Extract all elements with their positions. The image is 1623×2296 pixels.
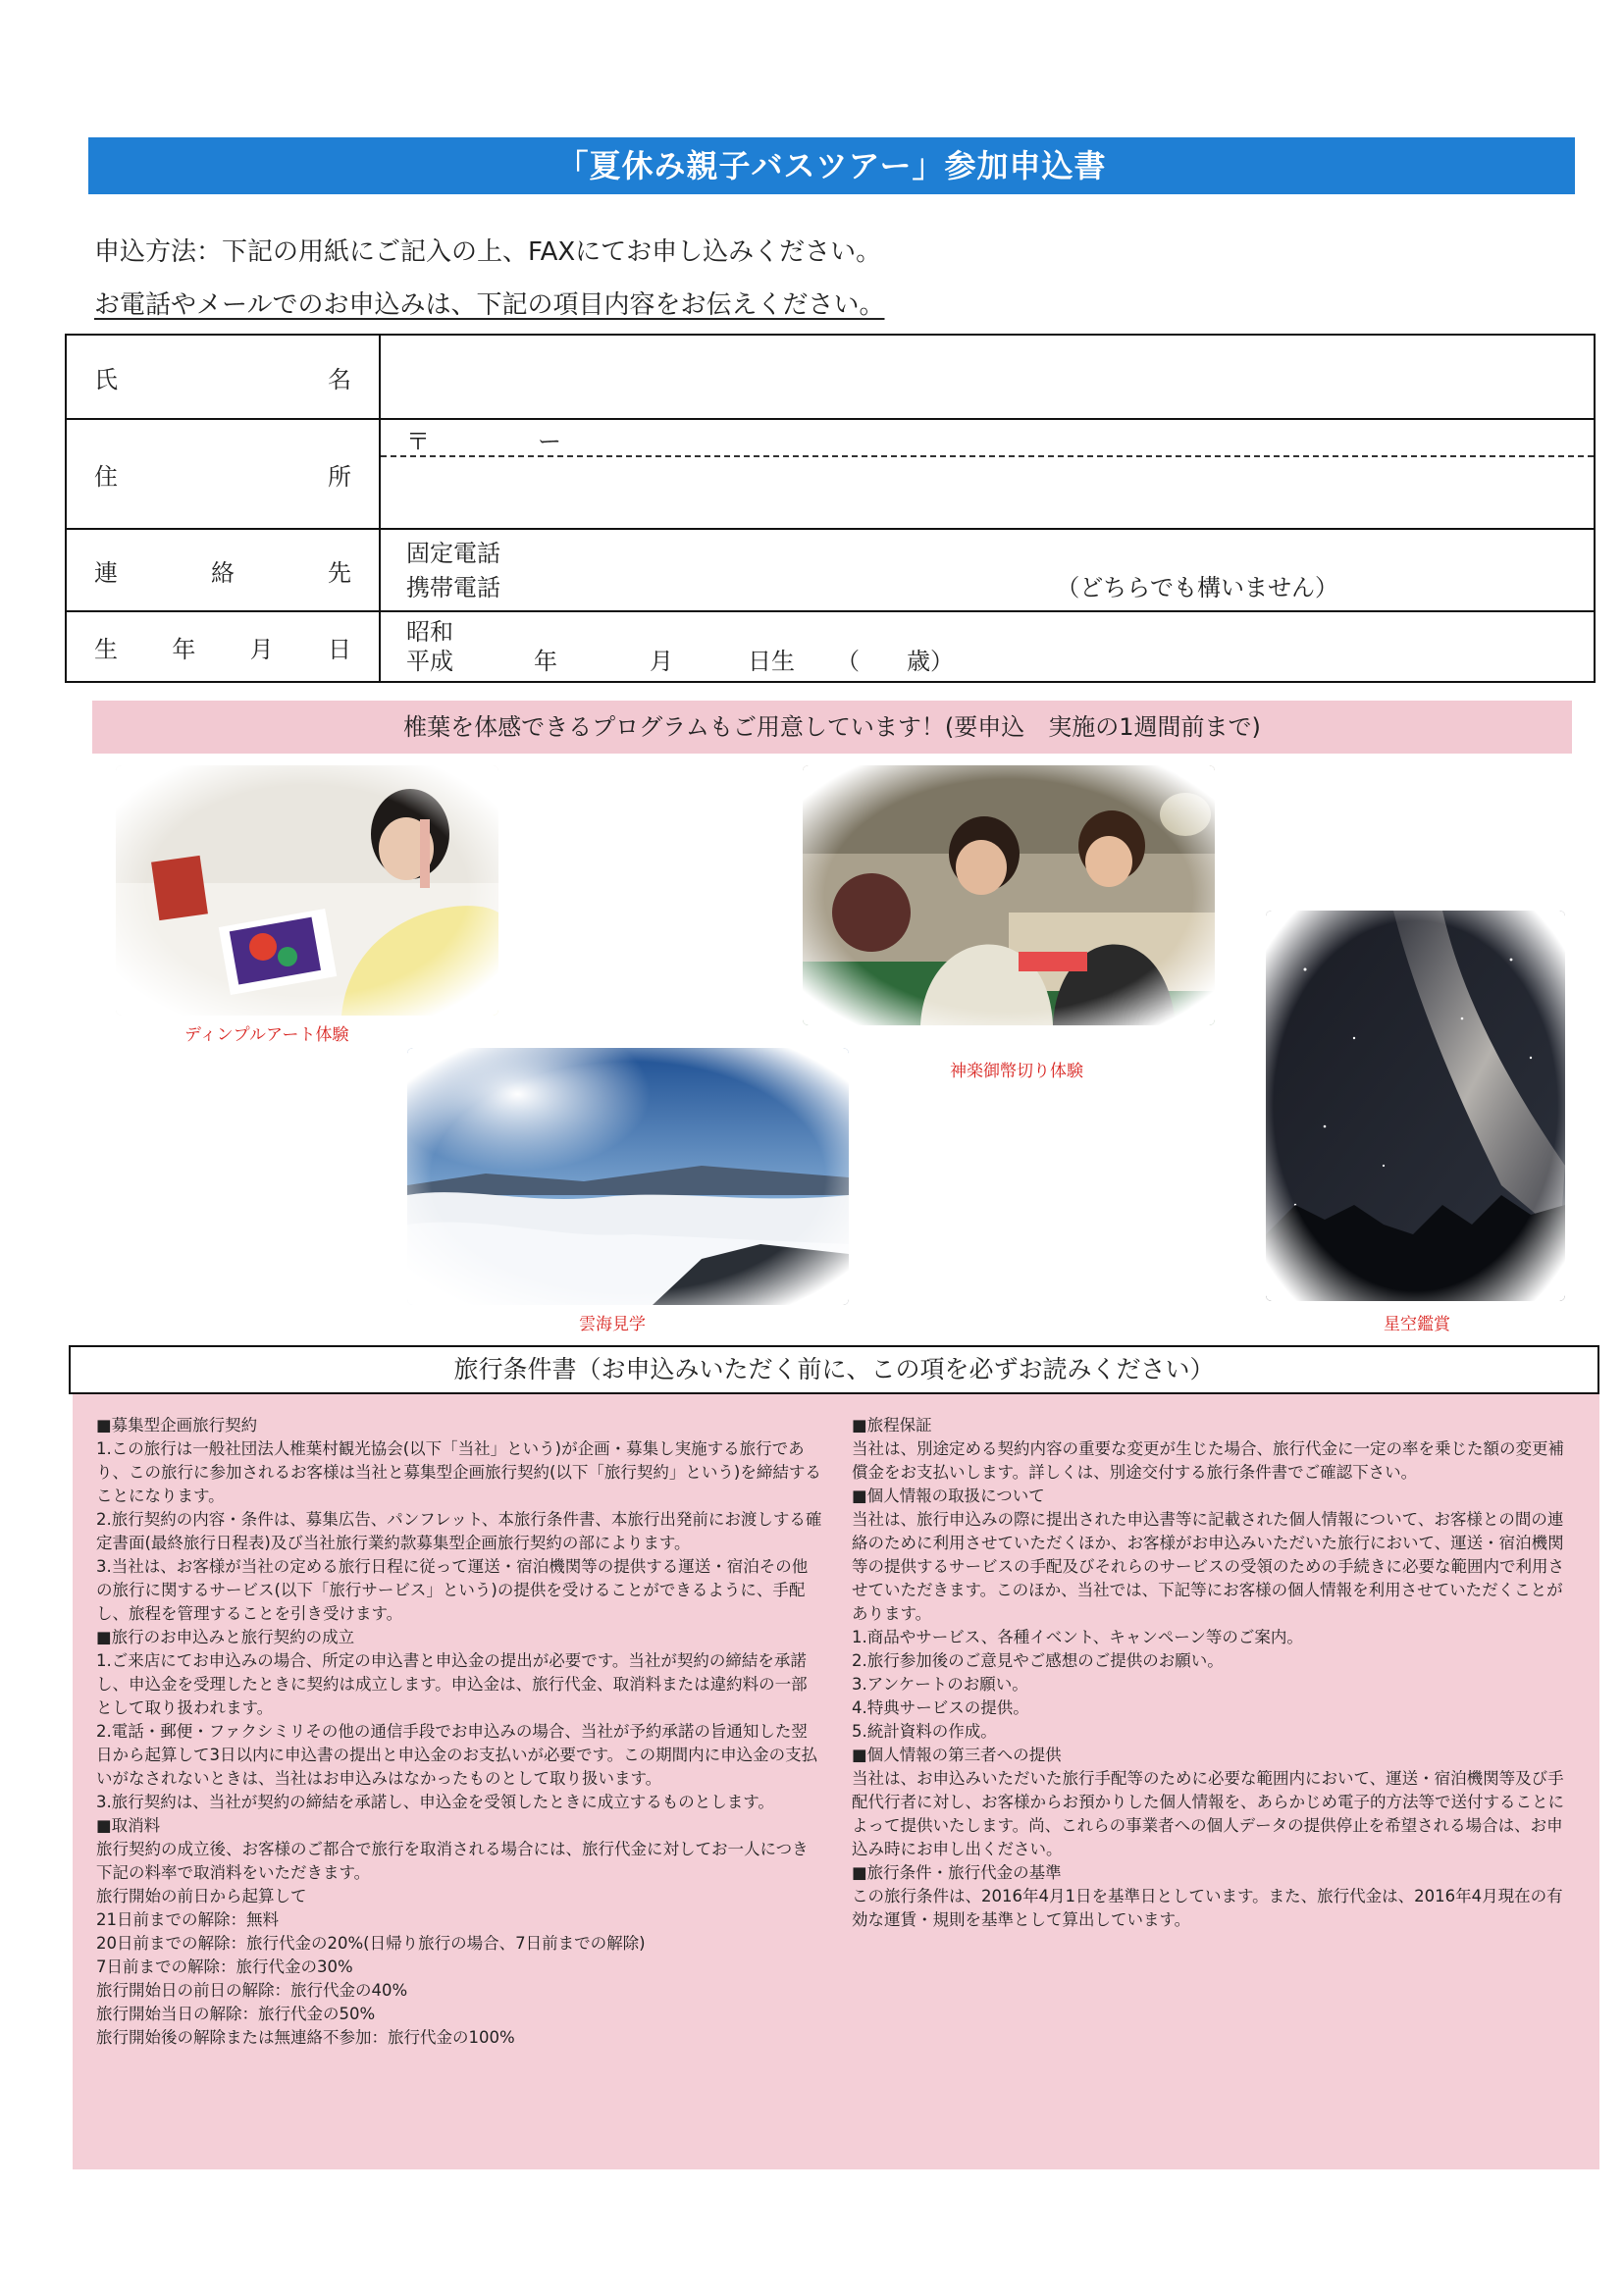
address-line[interactable] xyxy=(381,457,1594,526)
cond-right-text: ■個人情報の第三者への提供 xyxy=(852,1746,1062,1764)
conditions-header: 旅行条件書（お申込みいただく前に、この項を必ずお読みください） xyxy=(69,1345,1599,1394)
contact-label: 連 絡 先 xyxy=(66,529,380,611)
landline-label: 固定電話 xyxy=(406,539,500,567)
cond-left-text: 20日前までの解除：旅行代金の20%(日帰り旅行の場合、7日前までの解除) xyxy=(96,1934,646,1953)
cond-right-text: 3.アンケートのお願い。 xyxy=(852,1675,1028,1694)
cond-left-text: ■旅行のお申込みと旅行契約の成立 xyxy=(96,1628,355,1646)
age-open-paren: （ xyxy=(836,648,860,675)
cond-left-text: 旅行開始の前日から起算して xyxy=(96,1887,307,1905)
phone-email-note: お電話やメールでのお申込みは、下記の項目内容をお伝えください。 xyxy=(94,290,885,320)
cond-left-text: 旅行開始後の解除または無連絡不参加：旅行代金の100% xyxy=(96,2028,515,2047)
kagura-photo xyxy=(803,765,1215,1025)
cond-right-text: ■旅程保証 xyxy=(852,1416,932,1435)
cond-left-text: 2.旅行契約の内容・条件は、募集広告、パンフレット、本旅行条件書、本旅行出発前にお渡しする確定書面(最終旅行日程表)及び当社旅行業約款募集型企画旅行契約の部によります。 xyxy=(96,1510,822,1552)
birthdate-label: 生 年 月 日 xyxy=(66,611,380,682)
cond-right-text: ■旅行条件・旅行代金の基準 xyxy=(852,1863,1062,1882)
day-born-label: 日生 xyxy=(748,648,795,675)
conditions-body xyxy=(73,1394,1599,2169)
conditions-right-column xyxy=(852,1414,1578,1932)
sea-of-clouds-caption: 雲海見学 xyxy=(579,1315,646,1334)
cond-left-text: 3.当社は、お客様が当社の定める旅行日程に従って運送・宿泊機関等の提供する運送・宿泊その他の旅行に関するサービス(以下「旅行サービス」という)の提供を受けることができるように、手配し、旅程を管理することを引き受けます。 xyxy=(96,1557,809,1623)
cond-left-text: 旅行開始日の前日の解除：旅行代金の40% xyxy=(96,1981,408,2000)
application-form-table xyxy=(65,334,1596,683)
address-label: 住 所 xyxy=(66,419,380,529)
kagura-caption: 神楽御幣切り体験 xyxy=(950,1062,1083,1081)
cond-right-text: この旅行条件は、2016年4月1日を基準日としています。また、旅行代金は、2016年4月現在の有効な運賃・規則を基準として算出しています。 xyxy=(852,1887,1563,1929)
postal-mark: 〒 xyxy=(406,428,430,455)
cond-left-text: 3.旅行契約は、当社が契約の締結を承諾し、申込金を受領したときに成立するものとします。 xyxy=(96,1793,774,1811)
cond-right-text: 当社は、旅行申込みの際に提出された申込書等に記載された個人情報について、お客様との間の連絡のために利用させていただくほか、お客様がお申込みいただいた旅行において、運送・宿泊機関等の提供するサービスの手配及びそれらのサービスの受領のための手続きに必要な範囲内で利用させていただきます。このほか、当社では、下記等にお客様の個人情報を利用させていただくことがあります。 xyxy=(852,1510,1564,1623)
birthdate-row xyxy=(66,611,1595,682)
cond-left-text: 旅行契約の成立後、お客様のご都合で旅行を取消される場合には、旅行代金に対してお一人につき下記の料率で取消料をいただきます。 xyxy=(96,1840,809,1882)
era-showa: 昭和 xyxy=(406,618,453,646)
month-label: 月 xyxy=(650,648,673,675)
contact-field[interactable] xyxy=(380,529,1595,611)
cond-left-text: 1.ご来店にてお申込みの場合、所定の申込書と申込金の提出が必要です。当社が契約の締結を承諾し、申込金を受理したときに契約は成立します。申込金は、旅行代金、取消料または違約料の一部として取り扱われます。 xyxy=(96,1651,808,1717)
cond-right-text: 当社は、お申込みいただいた旅行手配等のために必要な範囲内において、運送・宿泊機関等及び手配代行者に対し、お客様からお預かりした個人情報を、あらかじめ電子的方法等で送付することによって提供いたします。尚、これらの事業者への個人データの提供停止を希望される場合は、お申込み時にお申し出ください。 xyxy=(852,1769,1564,1858)
dimple-art-photo xyxy=(116,765,498,1016)
cond-left-text: 21日前までの解除：無料 xyxy=(96,1910,279,1929)
birthdate-field[interactable] xyxy=(380,611,1595,682)
postal-code-line[interactable] xyxy=(381,422,1594,457)
era-heisei: 平成 xyxy=(406,648,453,675)
cond-left-text: 1.この旅行は一般社団法人椎葉村観光協会(以下「当社」という)が企画・募集し実施する旅行であり、この旅行に参加されるお客様は当社と募集型企画旅行契約(以下「旅行契約」という)を締結することになります。 xyxy=(96,1439,821,1505)
cond-left-text: ■募集型企画旅行契約 xyxy=(96,1416,258,1435)
cond-right-text: 1.商品やサービス、各種イベント、キャンペーン等のご案内。 xyxy=(852,1628,1303,1646)
address-row xyxy=(66,419,1595,529)
contact-row xyxy=(66,529,1595,611)
address-field[interactable] xyxy=(380,419,1595,529)
cond-right-text: 当社は、別途定める契約内容の重要な変更が生じた場合、旅行代金に一定の率を乗じた額の変更補償金をお支払いします。詳しくは、別途交付する旅行条件書でご確認下さい。 xyxy=(852,1439,1564,1482)
name-field[interactable] xyxy=(380,335,1595,419)
starry-sky-photo xyxy=(1266,911,1565,1301)
page-title: 「夏休み親子バスツアー」参加申込書 xyxy=(88,137,1575,194)
age-label: 歳） xyxy=(907,648,954,675)
cond-left-text: 7日前までの解除：旅行代金の30% xyxy=(96,1957,353,1976)
cond-right-text: 2.旅行参加後のご意見やご感想のご提供のお願い。 xyxy=(852,1651,1224,1670)
either-ok-note: （どちらでも構いません） xyxy=(1056,573,1338,601)
year-label: 年 xyxy=(534,648,557,675)
postal-dash: ー xyxy=(538,428,561,455)
cond-right-text: 4.特典サービスの提供。 xyxy=(852,1698,1029,1717)
mobile-label: 携帯電話 xyxy=(406,573,500,601)
cond-left-text: 旅行開始当日の解除：旅行代金の50% xyxy=(96,2005,376,2023)
starry-sky-caption: 星空鑑賞 xyxy=(1384,1315,1450,1334)
application-method-text: 申込方法：下記の用紙にご記入の上、FAXにてお申し込みください。 xyxy=(94,237,882,267)
name-label: 氏 名 xyxy=(66,335,380,419)
cond-right-text: 5.統計資料の作成。 xyxy=(852,1722,997,1741)
cond-right-text: ■個人情報の取扱について xyxy=(852,1487,1045,1505)
sea-of-clouds-photo xyxy=(407,1048,849,1305)
cond-left-text: ■取消料 xyxy=(96,1816,161,1835)
program-banner: 椎葉を体感できるプログラムもご用意しています！(要申込 実施の1週間前まで) xyxy=(92,701,1572,754)
name-row xyxy=(66,335,1595,419)
dimple-art-caption: ディンプルアート体験 xyxy=(184,1025,349,1045)
conditions-left-column xyxy=(96,1414,822,2050)
cond-left-text: 2.電話・郵便・ファクシミリその他の通信手段でお申込みの場合、当社が予約承諾の旨通知した翌日から起算して3日以内に申込書の提出と申込金のお支払いが必要です。この期間内に申込金の支払いがなされないときは、当社はお申込みはなかったものとして取り扱います。 xyxy=(96,1722,818,1788)
